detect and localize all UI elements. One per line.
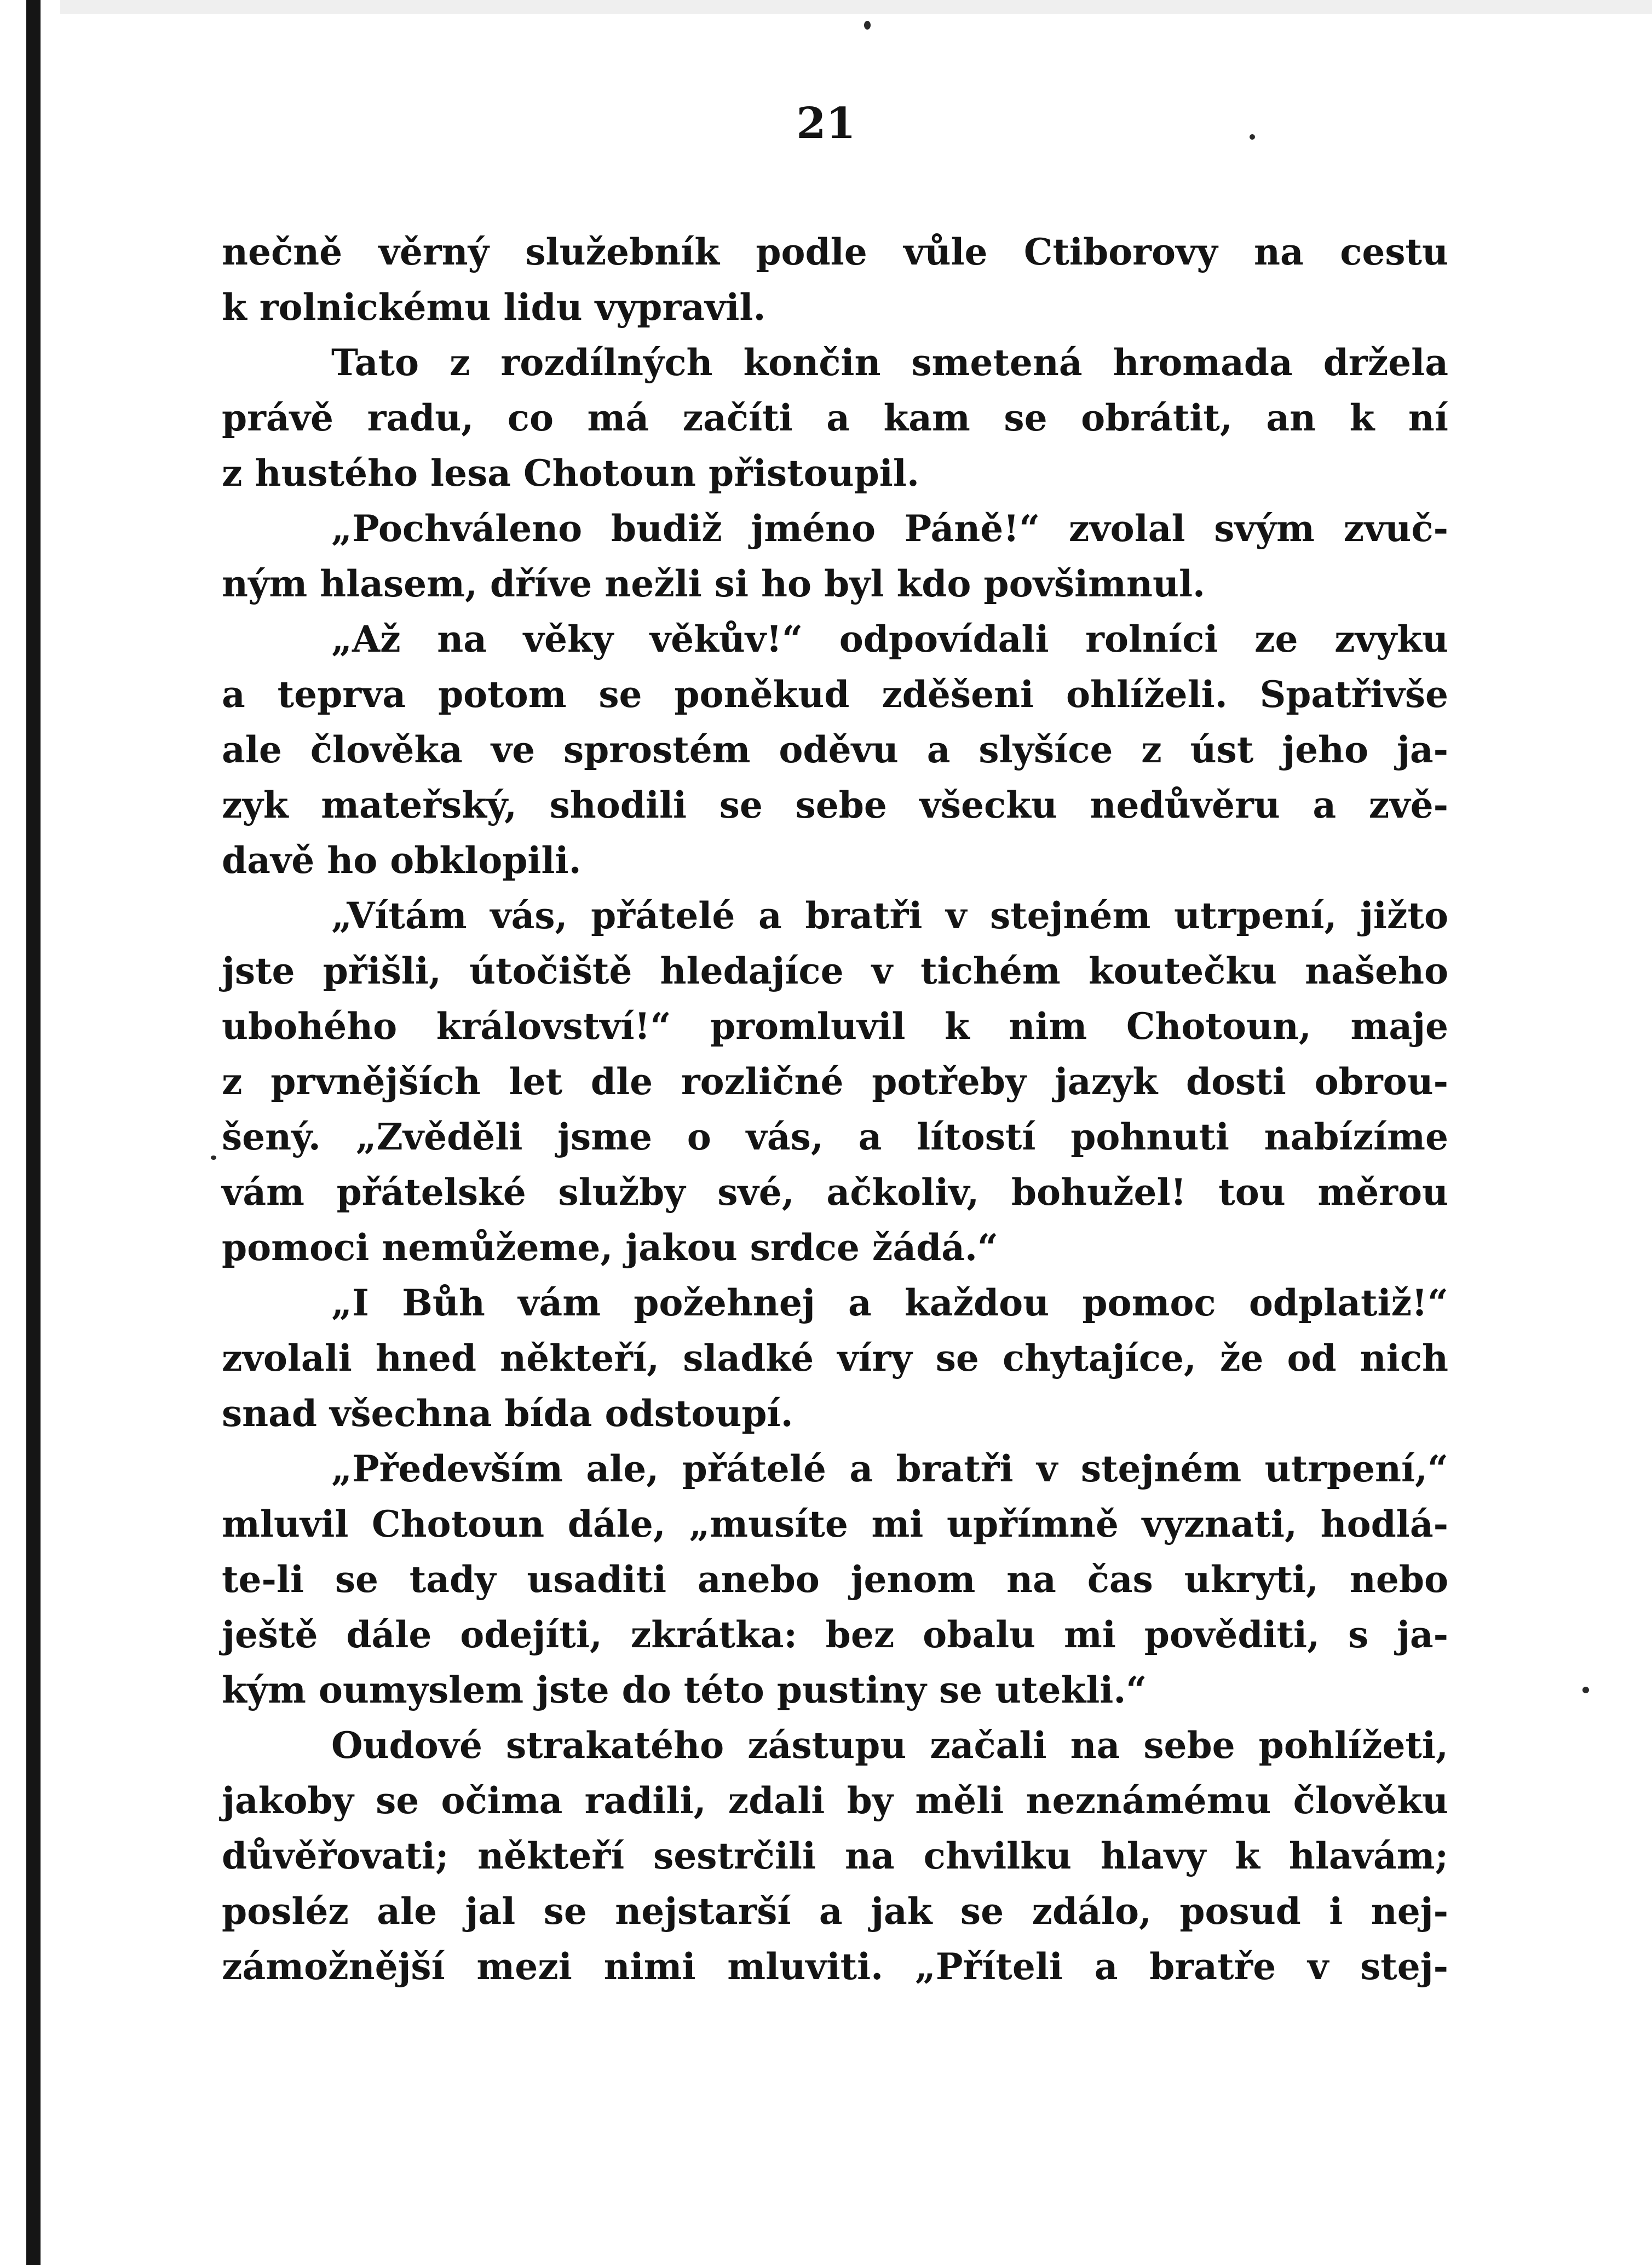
text-line: a teprva potom se poněkud zděšeni ohlíželi. Spatřivše [222, 673, 1448, 716]
text-line: šený. „Zvěděli jsme o vás, a lítostí pohnuti nabízíme [222, 1116, 1448, 1158]
text-line: ještě dále odejíti, zkrátka: bez obalu mi pověditi, s ja- [222, 1613, 1448, 1656]
text-line: ubohého království!“ promluvil k nim Chotoun, maje [222, 1005, 1448, 1048]
scan-speck [864, 21, 871, 30]
text-line: „Především ale, přátelé a bratři v stejném utrpení,“ [331, 1447, 1448, 1490]
text-line: posléz ale jal se nejstarší a jak se zdálo, posud i nej- [222, 1890, 1448, 1933]
text-line: z hustého lesa Chotoun přistoupil. [222, 452, 919, 495]
text-line: k rolnickému lidu vypravil. [222, 286, 766, 329]
text-line: jste přišli, útočiště hledajíce v tichém koutečku našeho [222, 950, 1448, 992]
text-line: zyk mateřský, shodili se sebe všecku nedůvěru a zvě- [222, 784, 1448, 826]
scan-speck [1250, 134, 1255, 140]
scan-speck [211, 1156, 216, 1160]
body-text [222, 225, 1448, 1994]
page-binding-edge [0, 0, 41, 2265]
text-line: ale člověka ve sprostém oděvu a slyšíce z úst jeho ja- [222, 728, 1448, 771]
text-line: „Pochváleno budiž jméno Páně!“ zvolal svým zvuč- [331, 507, 1448, 550]
text-line: jakoby se očima radili, zdali by měli neznámému člověku [222, 1779, 1448, 1822]
text-line: nečně věrný služebník podle vůle Ctiborovy na cestu [222, 231, 1448, 273]
text-line: „Vítám vás, přátelé a bratři v stejném utrpení, jižto [331, 894, 1448, 937]
text-line: vám přátelské služby své, ačkoliv, bohužel! tou měrou [222, 1171, 1448, 1214]
text-line: kým oumyslem jste do této pustiny se utekli.“ [222, 1669, 1147, 1711]
text-line: Oudové strakatého zástupu začali na sebe pohlížeti, [331, 1724, 1448, 1767]
text-line: Tato z rozdílných končin smetená hromada držela [331, 341, 1448, 384]
text-line: právě radu, co má začíti a kam se obrátit, an k ní [222, 396, 1448, 439]
text-line: pomoci nemůžeme, jakou srdce žádá.“ [222, 1226, 999, 1269]
text-line: z prvnějších let dle rozličné potřeby jazyk dosti obrou- [222, 1060, 1448, 1103]
text-line: důvěřovati; někteří sestrčili na chvilku hlavy k hlavám; [222, 1835, 1448, 1877]
top-margin-shadow [60, 0, 1652, 14]
text-line: davě ho obklopili. [222, 839, 582, 882]
page-number: 21 [796, 99, 856, 148]
text-line: snad všechna bída odstoupí. [222, 1392, 793, 1435]
text-line: zvolali hned někteří, sladké víry se chytajíce, že od nich [222, 1337, 1448, 1379]
text-line: „I Bůh vám požehnej a každou pomoc odplatiž!“ [331, 1281, 1448, 1324]
scan-speck [1582, 1687, 1589, 1693]
text-line: mluvil Chotoun dále, „musíte mi upřímně vyznati, hodlá- [222, 1503, 1448, 1545]
text-line: te-li se tady usaditi anebo jenom na čas ukryti, nebo [222, 1558, 1448, 1601]
text-line: ným hlasem, dříve nežli si ho byl kdo povšimnul. [222, 562, 1206, 605]
text-line: „Až na věky věkův!“ odpovídali rolníci ze zvyku [331, 618, 1448, 660]
text-line: zámožnější mezi nimi mluviti. „Příteli a bratře v stej- [222, 1945, 1448, 1988]
